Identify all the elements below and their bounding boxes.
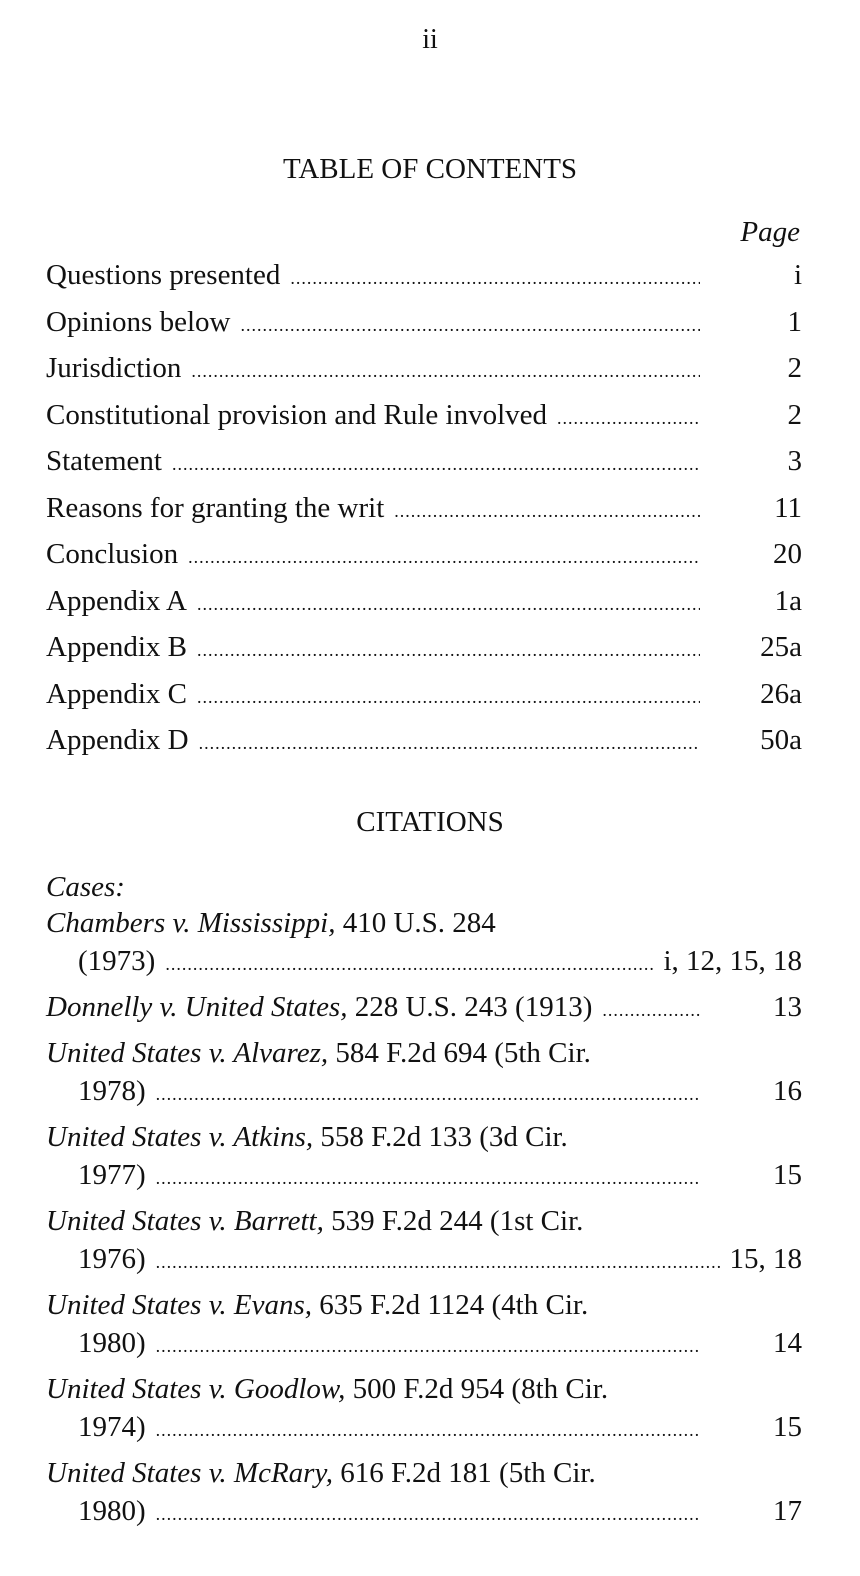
dot-leader — [156, 1495, 700, 1533]
case-pages: 16 — [773, 1075, 802, 1107]
toc-entry-page: 20 — [773, 538, 802, 570]
toc-entry — [46, 345, 802, 392]
dot-leader — [199, 720, 700, 767]
case-pages: 15, 18 — [729, 1243, 802, 1275]
dot-leader — [156, 1159, 700, 1197]
toc-entry-page: 2 — [787, 398, 802, 431]
toc-entry — [46, 671, 802, 718]
case-reporter: 539 F.2d 244 (1st Cir. — [323, 1205, 584, 1237]
toc-entry — [46, 717, 802, 764]
case-reporter: 500 F.2d 954 (8th Cir. — [345, 1373, 609, 1405]
toc-entry-page: 3 — [787, 445, 802, 477]
toc-entry-page: i — [793, 259, 802, 291]
toc-entry — [46, 252, 802, 299]
toc-entry-title: Questions presented — [46, 259, 281, 291]
case-pages: 17 — [773, 1495, 802, 1527]
toc-entry-page: 1 — [787, 305, 802, 338]
toc-entry-page: 50a — [760, 724, 802, 756]
case-year: 1978) — [78, 1075, 146, 1107]
toc-entry-page: 26a — [760, 677, 802, 710]
toc-page-column-label: Page — [740, 216, 800, 248]
dot-leader — [165, 945, 655, 983]
dot-leader — [557, 395, 700, 442]
dot-leader — [156, 1411, 700, 1449]
dot-leader — [156, 1075, 700, 1113]
case-year: 1976) — [78, 1243, 146, 1275]
cases-label: Cases: — [46, 871, 125, 903]
case-pages: 15 — [773, 1159, 802, 1191]
citation-entry — [46, 988, 802, 1026]
dot-leader — [191, 348, 700, 395]
dot-leader — [394, 488, 700, 535]
toc-entry-page: 25a — [760, 631, 802, 663]
case-year: 1980) — [78, 1327, 146, 1359]
citation-entry — [46, 1202, 802, 1278]
case-reporter: 616 F.2d 181 (5th Cir. — [332, 1457, 596, 1489]
case-name: Donnelly v. United States, — [46, 991, 348, 1023]
citation-entry — [46, 904, 802, 980]
dot-leader — [156, 1243, 722, 1281]
dot-leader — [197, 627, 700, 674]
case-reporter: 635 F.2d 1124 (4th Cir. — [312, 1289, 589, 1321]
dot-leader — [197, 581, 700, 628]
toc-entry-title: Statement — [46, 445, 162, 477]
toc-entry — [46, 624, 802, 671]
case-year: 1977) — [78, 1159, 146, 1191]
citation-entry — [46, 1454, 802, 1530]
toc-entry — [46, 438, 802, 485]
toc-entry-page: 2 — [787, 352, 802, 384]
case-name: United States v. Evans, — [46, 1289, 313, 1321]
citation-entry — [46, 1118, 802, 1194]
case-name: United States v. McRary, — [46, 1457, 333, 1489]
case-pages: 14 — [773, 1327, 802, 1359]
case-year: 1980) — [78, 1495, 146, 1527]
case-name: United States v. Atkins, — [46, 1121, 314, 1153]
citation-entry — [46, 1370, 802, 1446]
dot-leader — [188, 534, 700, 581]
toc-entry-title: Opinions below — [46, 305, 231, 338]
toc-entry-page: 11 — [774, 491, 802, 524]
dot-leader — [240, 302, 700, 349]
case-year: (1973) — [78, 945, 156, 977]
page-number: ii — [422, 24, 438, 55]
dot-leader — [156, 1327, 700, 1365]
citations-heading: CITATIONS — [356, 806, 504, 838]
citations-list — [46, 904, 802, 1538]
toc-entry — [46, 531, 802, 578]
toc-entry — [46, 299, 802, 346]
toc-entry-title: Conclusion — [46, 538, 179, 570]
toc-entry-page: 1a — [774, 584, 802, 617]
case-name: United States v. Goodlow, — [46, 1373, 346, 1405]
case-pages: i, 12, 15, 18 — [663, 945, 802, 977]
toc-entry — [46, 392, 802, 439]
toc-entry-title: Reasons for granting the writ — [46, 491, 385, 524]
toc-entry-title: Jurisdiction — [46, 352, 182, 384]
case-name: United States v. Barrett, — [46, 1205, 324, 1237]
toc-entry — [46, 578, 802, 625]
toc-entry — [46, 485, 802, 532]
case-name: Chambers v. Mississippi, — [46, 907, 336, 939]
citation-entry — [46, 1286, 802, 1362]
dot-leader — [197, 674, 700, 721]
toc-entry-title: Appendix B — [46, 631, 187, 663]
case-pages: 13 — [773, 991, 802, 1023]
case-reporter: 558 F.2d 133 (3d Cir. — [313, 1121, 568, 1153]
case-name: United States v. Alvarez, — [46, 1037, 329, 1069]
toc-heading: TABLE OF CONTENTS — [282, 153, 578, 185]
toc-entry-title: Appendix A — [46, 584, 187, 617]
case-pages: 15 — [773, 1411, 802, 1443]
dot-leader — [602, 991, 700, 1029]
case-year: 1974) — [78, 1411, 146, 1443]
case-reporter: 410 U.S. 284 — [335, 907, 496, 939]
case-reporter: 584 F.2d 694 (5th Cir. — [328, 1037, 591, 1069]
dot-leader — [290, 255, 700, 302]
table-of-contents — [46, 252, 802, 764]
case-reporter: 228 U.S. 243 (1913) — [347, 991, 593, 1023]
toc-entry-title: Appendix D — [46, 724, 189, 756]
toc-entry-title: Appendix C — [46, 677, 187, 710]
citation-entry — [46, 1034, 802, 1110]
dot-leader — [172, 441, 700, 488]
toc-entry-title: Constitutional provision and Rule involved — [46, 398, 548, 431]
